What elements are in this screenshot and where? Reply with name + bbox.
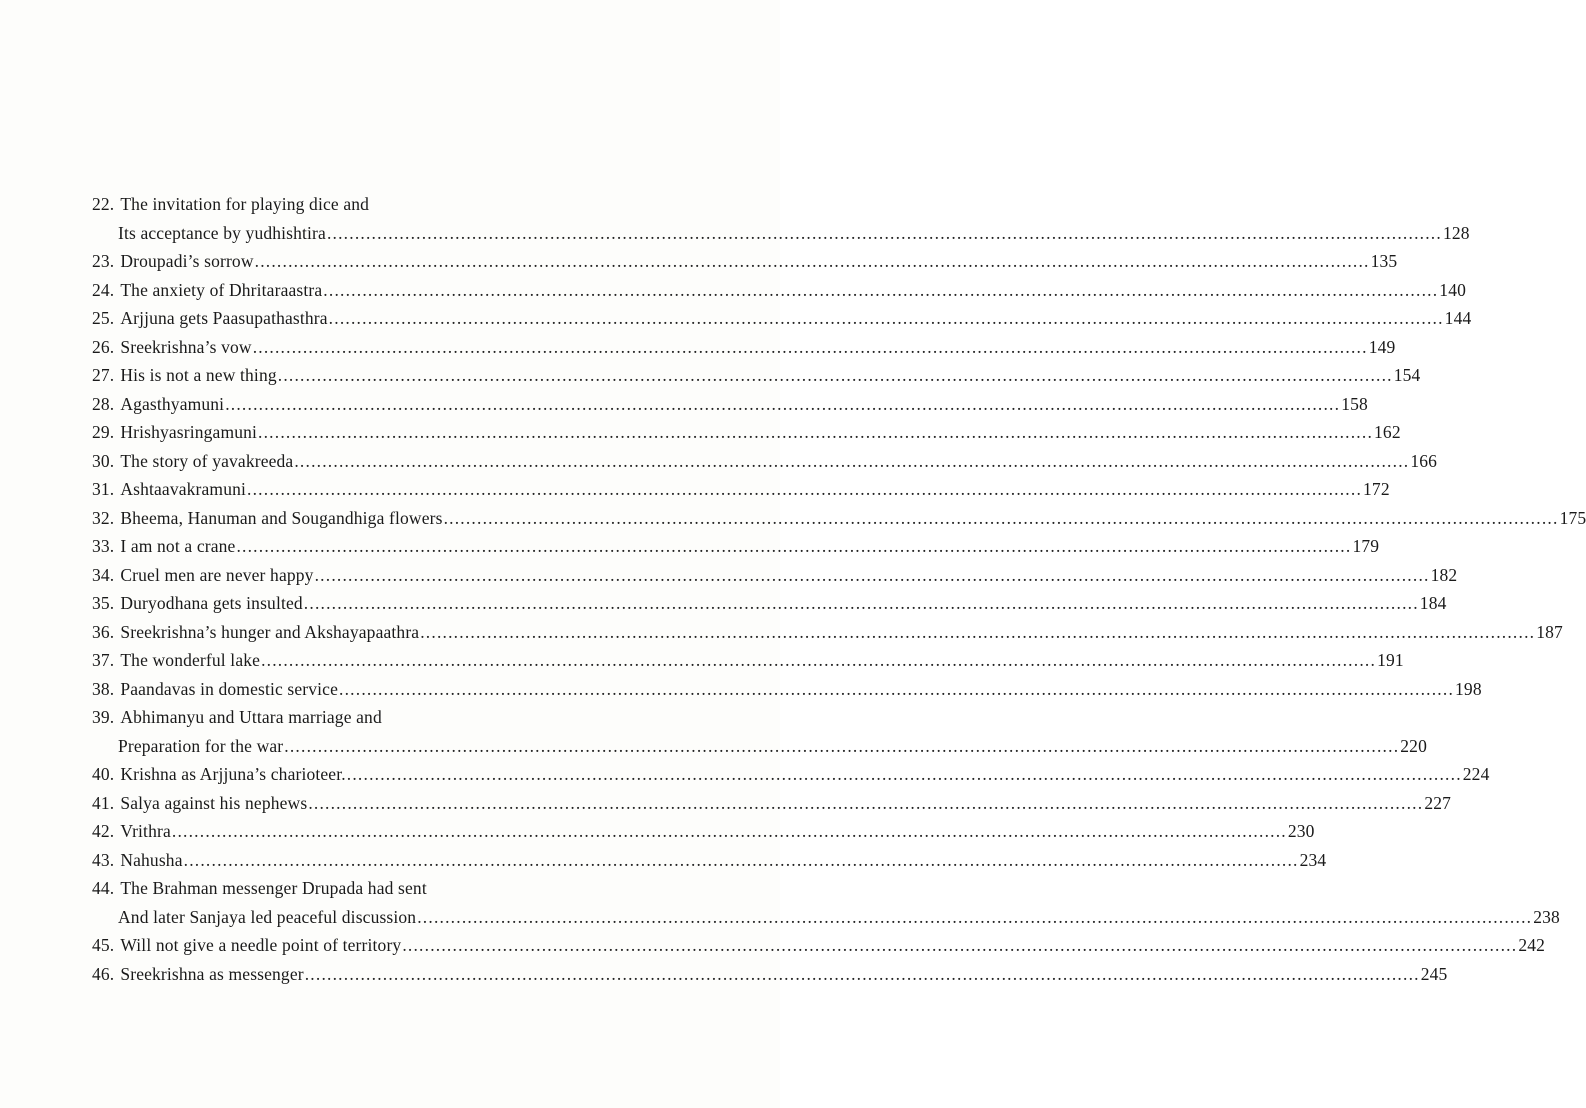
toc-entry-line <box>0 390 1368 418</box>
dot-leader: ........................................................................................................................................................................................................ <box>323 279 1439 300</box>
toc-entry-number: 44. <box>92 878 115 898</box>
dot-leader: ........................................................................................................................................................................................................ <box>225 393 1341 414</box>
toc-entry-number: 26. <box>92 336 115 357</box>
toc-entry-title: The anxiety of Dhritaraastra <box>120 279 323 300</box>
toc-entry-title: Paandavas in domestic service <box>120 678 339 699</box>
toc-entry-line <box>0 447 1438 475</box>
toc-entry-line <box>0 903 1560 931</box>
toc-entry-page-number: 149 <box>1368 336 1396 357</box>
toc-entry-line <box>0 219 1470 247</box>
toc-entry-number: 40. <box>92 764 115 784</box>
toc-entry-line <box>0 675 1482 703</box>
toc-entry-number: 31. <box>92 479 115 499</box>
toc-entry-title: Sreekrishna’s hunger and Akshayapaathra <box>120 621 420 642</box>
toc-entry-title: Arjjuna gets Paasupathasthra <box>120 308 328 328</box>
toc-entry-page-number: 154 <box>1393 365 1421 385</box>
dot-leader: ........................................................................................................................................................................................................ <box>339 678 1455 699</box>
dot-leader: ........................................................................................................................................................................................................ <box>247 479 1363 499</box>
toc-entry-title: Hrishyasringamuni <box>120 422 258 442</box>
toc-entry-page-number: 220 <box>1400 735 1427 756</box>
toc-entry-line <box>0 589 1447 617</box>
toc-entry-line <box>0 960 1448 988</box>
toc-entry-line <box>0 333 1396 361</box>
toc-entry-title: Abhimanyu and Uttara marriage and <box>120 707 382 727</box>
dot-leader: ........................................................................................................................................................................................................ <box>261 650 1377 670</box>
toc-entry-title: Will not give a needle point of territory <box>120 935 402 955</box>
toc-entry-page-number: 135 <box>1370 251 1398 271</box>
toc-entry-number: 37. <box>92 650 115 670</box>
dot-leader: ........................................................................................................................................................................................................ <box>254 251 1370 271</box>
toc-entry-title: Duryodhana gets insulted <box>120 593 303 613</box>
dot-leader: ........................................................................................................................................................................................................ <box>402 935 1518 955</box>
toc-entry-page-number: 172 <box>1363 479 1390 499</box>
toc-entry-line <box>0 247 1398 275</box>
toc-entry-line <box>0 304 1472 332</box>
toc-entry-title: His is not a new thing <box>120 365 277 385</box>
dot-leader: ........................................................................................................................................................................................................ <box>314 564 1430 585</box>
dot-leader: ........................................................................................................................................................................................................ <box>183 849 1299 870</box>
toc-entry-number: 34. <box>92 564 115 585</box>
toc-entry-line <box>0 732 1427 760</box>
toc-entry-page-number: 184 <box>1419 593 1447 613</box>
dot-leader: ........................................................................................................................................................................................................ <box>304 963 1420 984</box>
toc-entry-line <box>0 846 1327 874</box>
toc-entry-page-number: 245 <box>1420 963 1448 984</box>
dot-leader: ........................................................................................................................................................................................................ <box>326 222 1442 243</box>
toc-entry-line <box>0 561 1458 589</box>
dot-leader: ........................................................................................................................................................................................................ <box>303 593 1419 613</box>
toc-entry-title: The story of yavakreeda <box>120 450 294 471</box>
dot-leader: ........................................................................................................................................................................................................ <box>308 792 1424 813</box>
toc-entry-page-number: 230 <box>1287 821 1315 841</box>
toc-entry-page-number: 182 <box>1430 564 1458 585</box>
dot-leader: ........................................................................................................................................................................................................ <box>284 735 1400 756</box>
toc-entry-title: I am not a crane <box>120 536 236 556</box>
toc-entry-number: 33. <box>92 536 115 556</box>
toc-entry-line <box>0 361 1421 389</box>
dot-leader: ........................................................................................................................................................................................................ <box>328 308 1444 328</box>
toc-entry-number: 46. <box>92 963 115 984</box>
toc-entry-number: 35. <box>92 593 115 613</box>
toc-entry-line <box>0 874 780 902</box>
toc-entry-title: Preparation for the war <box>118 735 284 756</box>
toc-entry-page-number: 128 <box>1442 222 1470 243</box>
toc-entry-number: 39. <box>92 707 115 727</box>
dot-leader: ........................................................................................................................................................................................................ <box>294 450 1410 471</box>
dot-leader: ........................................................................................................................................................................................................ <box>346 764 1462 784</box>
toc-entry-line <box>0 760 1490 788</box>
toc-entry-line <box>0 646 1404 674</box>
toc-entry-line <box>0 504 1586 532</box>
toc-entry-number: 25. <box>92 308 115 328</box>
toc-entry-line <box>0 418 1401 446</box>
toc-entry-title: Ashtaavakramuni <box>120 479 247 499</box>
toc-entry-number: 30. <box>92 450 115 471</box>
toc-entry-page-number: 144 <box>1444 308 1472 328</box>
toc-entry-page-number: 179 <box>1352 536 1380 556</box>
toc-entry-title: Vrithra <box>120 821 171 841</box>
dot-leader: ........................................................................................................................................................................................................ <box>277 365 1393 385</box>
toc-entry-title: Krishna as Arjjuna’s charioteer. <box>120 764 346 784</box>
toc-entry-number: 24. <box>92 279 115 300</box>
toc-entry-line <box>0 618 1563 646</box>
toc-entry-line <box>0 475 1390 503</box>
toc-entry-page-number: 227 <box>1424 792 1452 813</box>
toc-entry-number: 36. <box>92 621 115 642</box>
toc-entry-title: Its acceptance by yudhishtira <box>118 222 326 243</box>
toc-entry-number: 42. <box>92 821 115 841</box>
toc-entry-number: 28. <box>92 393 115 414</box>
toc-entry-number: 32. <box>92 507 115 528</box>
toc-entry-title: Sreekrishna’s vow <box>120 336 252 357</box>
toc-entry-number: 43. <box>92 849 115 870</box>
toc-entry-page-number: 162 <box>1374 422 1401 442</box>
toc-entry-title: And later Sanjaya led peaceful discussion <box>118 906 417 927</box>
dot-leader: ........................................................................................................................................................................................................ <box>420 621 1536 642</box>
dot-leader: ........................................................................................................................................................................................................ <box>443 507 1559 528</box>
toc-entry-number: 27. <box>92 365 115 385</box>
toc-entry-line <box>0 276 1466 304</box>
toc-entry-title: Cruel men are never happy <box>120 564 314 585</box>
toc-entry-page-number: 140 <box>1439 279 1466 300</box>
toc-entry-page-number: 234 <box>1299 849 1327 870</box>
toc-entry-page-number: 198 <box>1455 678 1482 699</box>
toc-entry-page-number: 224 <box>1462 764 1490 784</box>
toc-entry-title: Nahusha <box>120 849 183 870</box>
dot-leader: ........................................................................................................................................................................................................ <box>171 821 1287 841</box>
toc-entry-title: Bheema, Hanuman and Sougandhiga flowers <box>120 507 443 528</box>
toc-entry-page-number: 242 <box>1518 935 1546 955</box>
toc-entry-title: The invitation for playing dice and <box>120 194 370 214</box>
toc-entry-page-number: 175 <box>1559 507 1586 528</box>
toc-entry-page-number: 187 <box>1536 621 1563 642</box>
toc-entry-title: Sreekrishna as messenger <box>120 963 304 984</box>
toc-entry-title: Salya against his nephews <box>120 792 308 813</box>
toc-entry-page-number: 191 <box>1377 650 1404 670</box>
toc-entry-page-number: 158 <box>1341 393 1368 414</box>
toc-entry-line <box>0 789 1452 817</box>
dot-leader: ........................................................................................................................................................................................................ <box>236 536 1352 556</box>
toc-entry-number: 45. <box>92 935 115 955</box>
dot-leader: ........................................................................................................................................................................................................ <box>252 336 1368 357</box>
toc-entry-page-number: 166 <box>1410 450 1438 471</box>
toc-entry-number: 38. <box>92 678 115 699</box>
toc-entry-line <box>0 190 780 218</box>
dot-leader: ........................................................................................................................................................................................................ <box>258 422 1374 442</box>
toc-entry-line <box>0 817 1315 845</box>
toc-entry-number: 29. <box>92 422 115 442</box>
toc-entry-title: The wonderful lake <box>120 650 261 670</box>
toc-entry-number: 23. <box>92 251 115 271</box>
toc-entry-page-number: 238 <box>1533 906 1560 927</box>
toc-entry-title: The Brahman messenger Drupada had sent <box>120 878 427 898</box>
toc-entry-title: Droupadi’s sorrow <box>120 251 254 271</box>
toc-entry-number: 22. <box>92 194 115 214</box>
toc-entry-line <box>0 703 780 731</box>
toc-entry-line <box>0 931 1546 959</box>
toc-entry-line <box>0 532 1380 560</box>
dot-leader: ........................................................................................................................................................................................................ <box>417 906 1533 927</box>
toc-entry-title: Agasthyamuni <box>120 393 225 414</box>
toc-entry-number: 41. <box>92 792 115 813</box>
